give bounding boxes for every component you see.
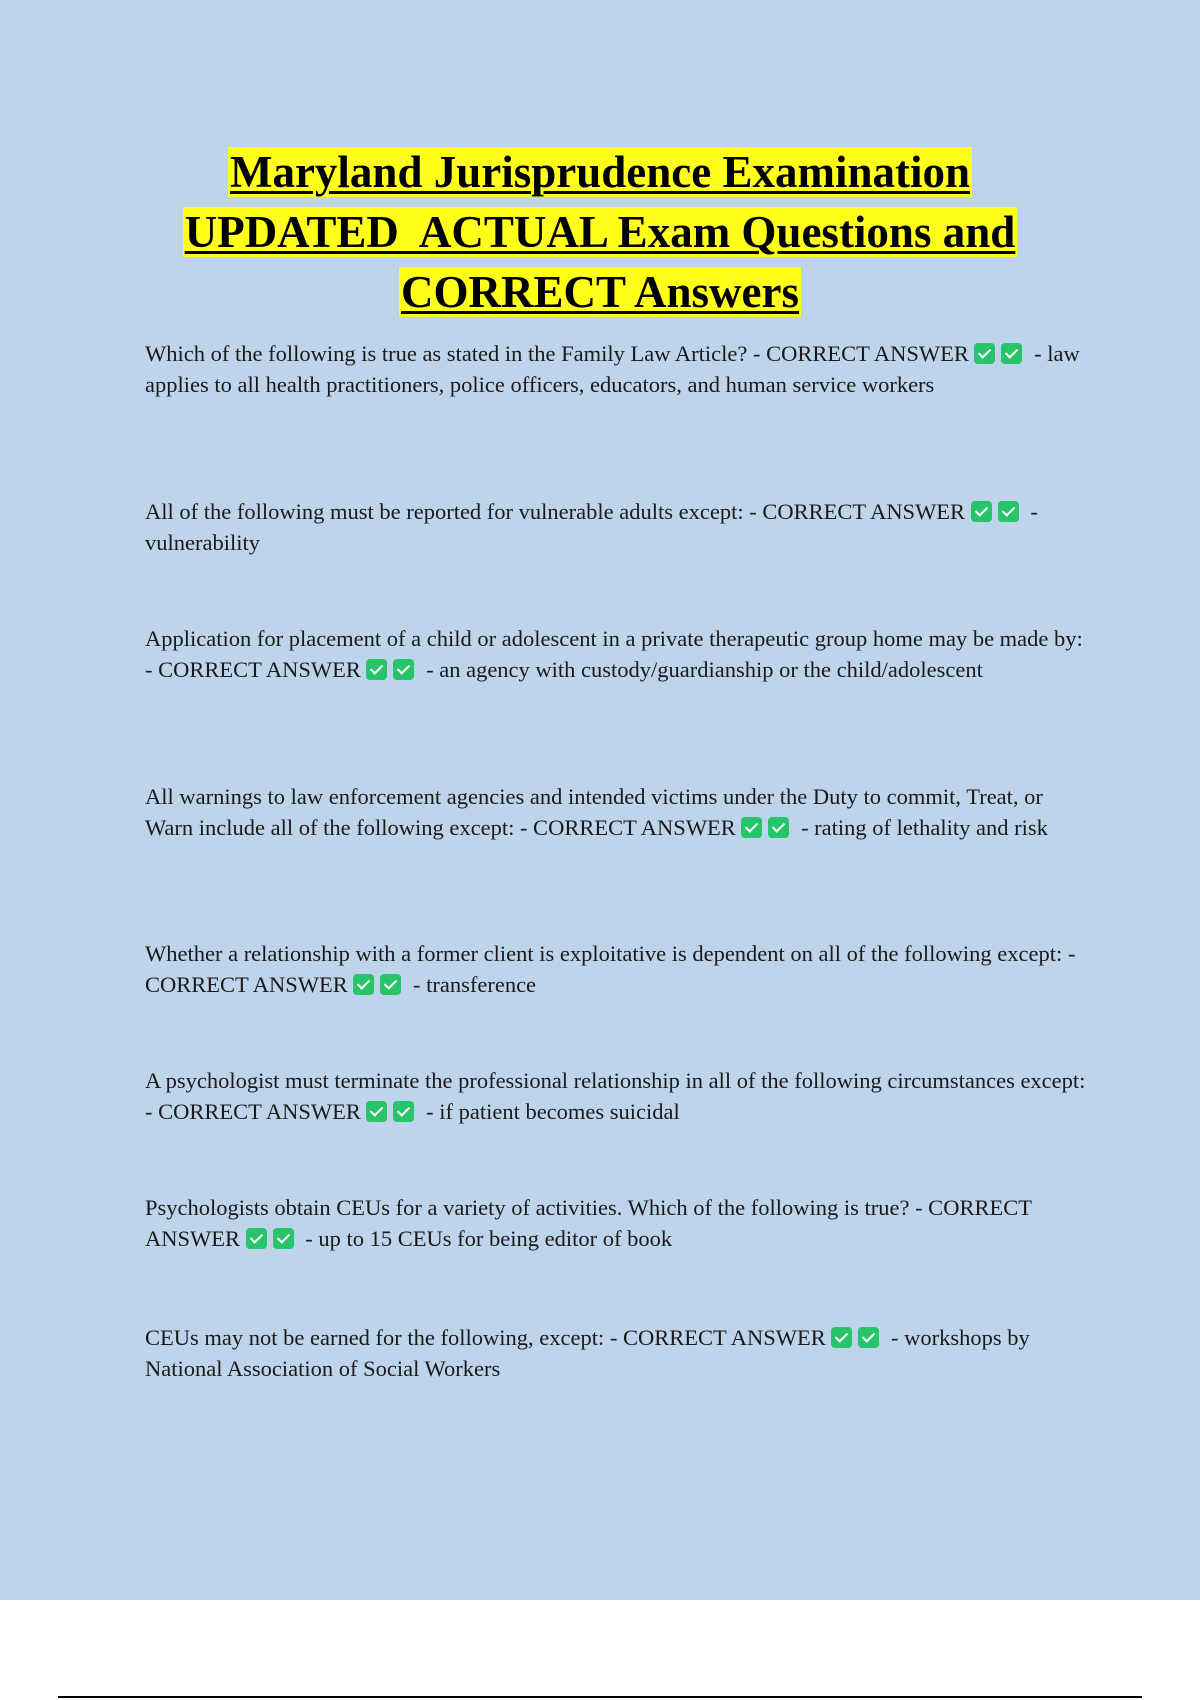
question-text: CEUs may not be earned for the following, except: - CORRECT ANSWER [145,1325,826,1350]
check-mark-icon [768,817,789,838]
qa-item [145,781,1090,843]
check-mark-icon [393,659,414,680]
answer-text: - an agency with custody/guardianship or the child/adolescent [426,657,983,682]
answer-text: - if patient becomes suicidal [426,1099,680,1124]
qa-item [145,1322,1090,1384]
check-mark-icon [246,1228,267,1249]
qa-item [145,938,1090,1000]
page-title [0,142,1200,322]
check-mark-icon [380,974,401,995]
check-mark-icon [974,343,995,364]
check-mark-icon [998,501,1019,522]
check-mark-icon [1001,343,1022,364]
check-mark-icon [831,1327,852,1348]
check-mark-icon [366,1101,387,1122]
question-text: A psychologist must terminate the professional relationship in all of the following circumstances except: - CORRECT ANSWER [145,1068,1086,1124]
check-mark-icon [741,817,762,838]
check-mark-icon [353,974,374,995]
answer-text: - vulnerability [145,499,1038,555]
check-mark-icon [971,501,992,522]
question-text: Whether a relationship with a former client is exploitative is dependent on all of the following except: - CORRECT ANSWER [145,941,1076,997]
question-text: All of the following must be reported for vulnerable adults except: - CORRECT ANSWER [145,499,966,524]
qa-item [145,623,1090,685]
title-line-2: UPDATED ACTUAL Exam Questions and [184,207,1016,257]
check-mark-icon [273,1228,294,1249]
title-line-1: Maryland Jurisprudence Examination [229,147,971,197]
check-mark-icon [858,1327,879,1348]
answer-text: - transference [413,972,537,997]
qa-item [145,338,1090,400]
qa-item [145,496,1090,558]
answer-text: - up to 15 CEUs for being editor of book [305,1226,673,1251]
title-line-3: CORRECT Answers [401,267,799,317]
question-text: Which of the following is true as stated in the Family Law Article? - CORRECT ANSWER [145,341,969,366]
question-text: Application for placement of a child or adolescent in a private therapeutic group home may be made by: - CORRECT ANSWER [145,626,1083,682]
check-mark-icon [366,659,387,680]
question-text: Psychologists obtain CEUs for a variety of activities. Which of the following is true? - CORRECT ANSWER [145,1195,1032,1251]
qa-item [145,1192,1090,1254]
check-mark-icon [393,1101,414,1122]
answer-text: - rating of lethality and risk [801,815,1048,840]
qa-item [145,1065,1090,1127]
answer-text: - law applies to all health practitioners, police officers, educators, and human service workers [145,341,1080,397]
question-text: All warnings to law enforcement agencies and intended victims under the Duty to commit, Treat, or Warn include all of the following except: - CORRECT ANSWER [145,784,1043,840]
answer-text: - workshops by National Association of Social Workers [145,1325,1030,1381]
footer-rule [58,1696,1142,1698]
